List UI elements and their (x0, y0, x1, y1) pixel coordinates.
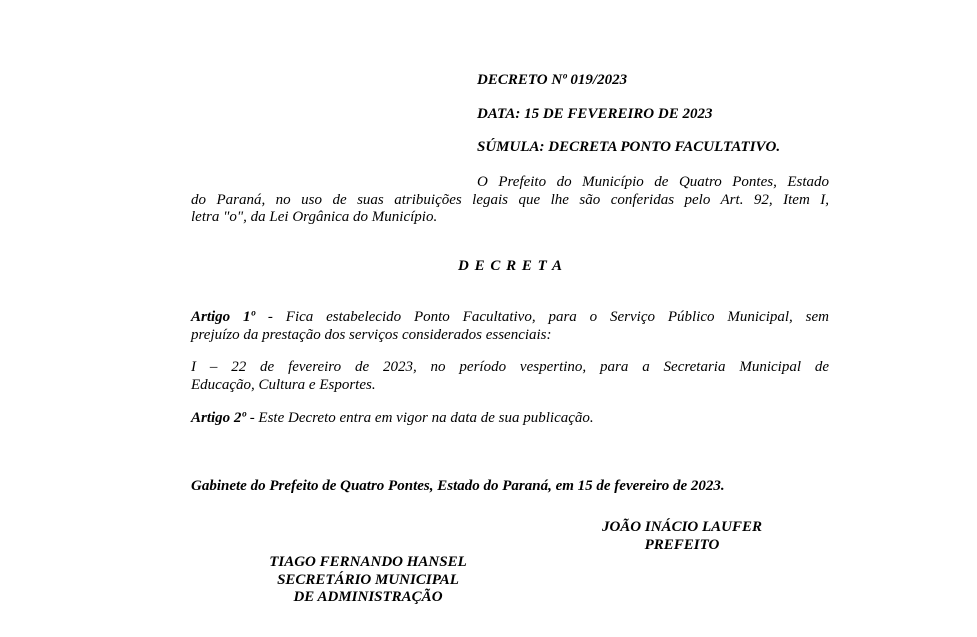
article-1-label: Artigo 1º (191, 309, 256, 325)
item-1-paragraph (191, 359, 829, 394)
preamble-line-3: letra "o", da Lei Orgânica do Município. (191, 209, 438, 225)
mayor-name: JOÃO INÁCIO LAUFER (601, 519, 763, 535)
decree-number: DECRETO Nº 019/2023 (477, 72, 628, 88)
decreta-heading: D E C R E T A (458, 258, 563, 274)
secretary-title-line-2: DE ADMINISTRAÇÃO (293, 589, 443, 605)
mayor-title: PREFEITO (644, 536, 720, 553)
secretary-name: TIAGO FERNANDO HANSEL (269, 554, 467, 570)
preamble-line-2: do Paraná, no uso de suas atribuições legais que lhe são conferidas pelo Art. 92, Item I, (191, 191, 829, 208)
decree-date: DATA: 15 DE FEVEREIRO DE 2023 (477, 106, 713, 122)
item-1-line-1: I – 22 de fevereiro de 2023, no período vespertino, para a Secretaria Municipal de (191, 359, 829, 375)
article-1-line-2: prejuízo da prestação dos serviços considerados essenciais: (191, 326, 552, 343)
article-1-paragraph (191, 309, 829, 344)
preamble-line-1: O Prefeito do Município de Quatro Pontes, Estado (477, 174, 829, 190)
secretary-title-line-1: SECRETÁRIO MUNICIPAL (277, 571, 459, 588)
decree-summary: SÚMULA: DECRETA PONTO FACULTATIVO. (477, 139, 781, 155)
article-1-text: - Fica estabelecido Ponto Facultativo, para o Serviço Público Municipal, sem (255, 309, 829, 325)
preamble-paragraph (191, 174, 829, 227)
secretary-signature-block (248, 554, 488, 607)
article-1-line-1 (191, 309, 829, 327)
article-2-text: - Este Decreto entra em vigor na data de sua publicação. (245, 410, 594, 426)
article-2-paragraph (191, 410, 594, 427)
mayor-signature-block (582, 519, 782, 554)
article-2-label: Artigo 2º (191, 410, 246, 426)
item-1-line-2: Educação, Cultura e Esportes. (191, 376, 376, 393)
closing-statement: Gabinete do Prefeito de Quatro Pontes, Estado do Paraná, em 15 de fevereiro de 2023. (191, 478, 725, 494)
